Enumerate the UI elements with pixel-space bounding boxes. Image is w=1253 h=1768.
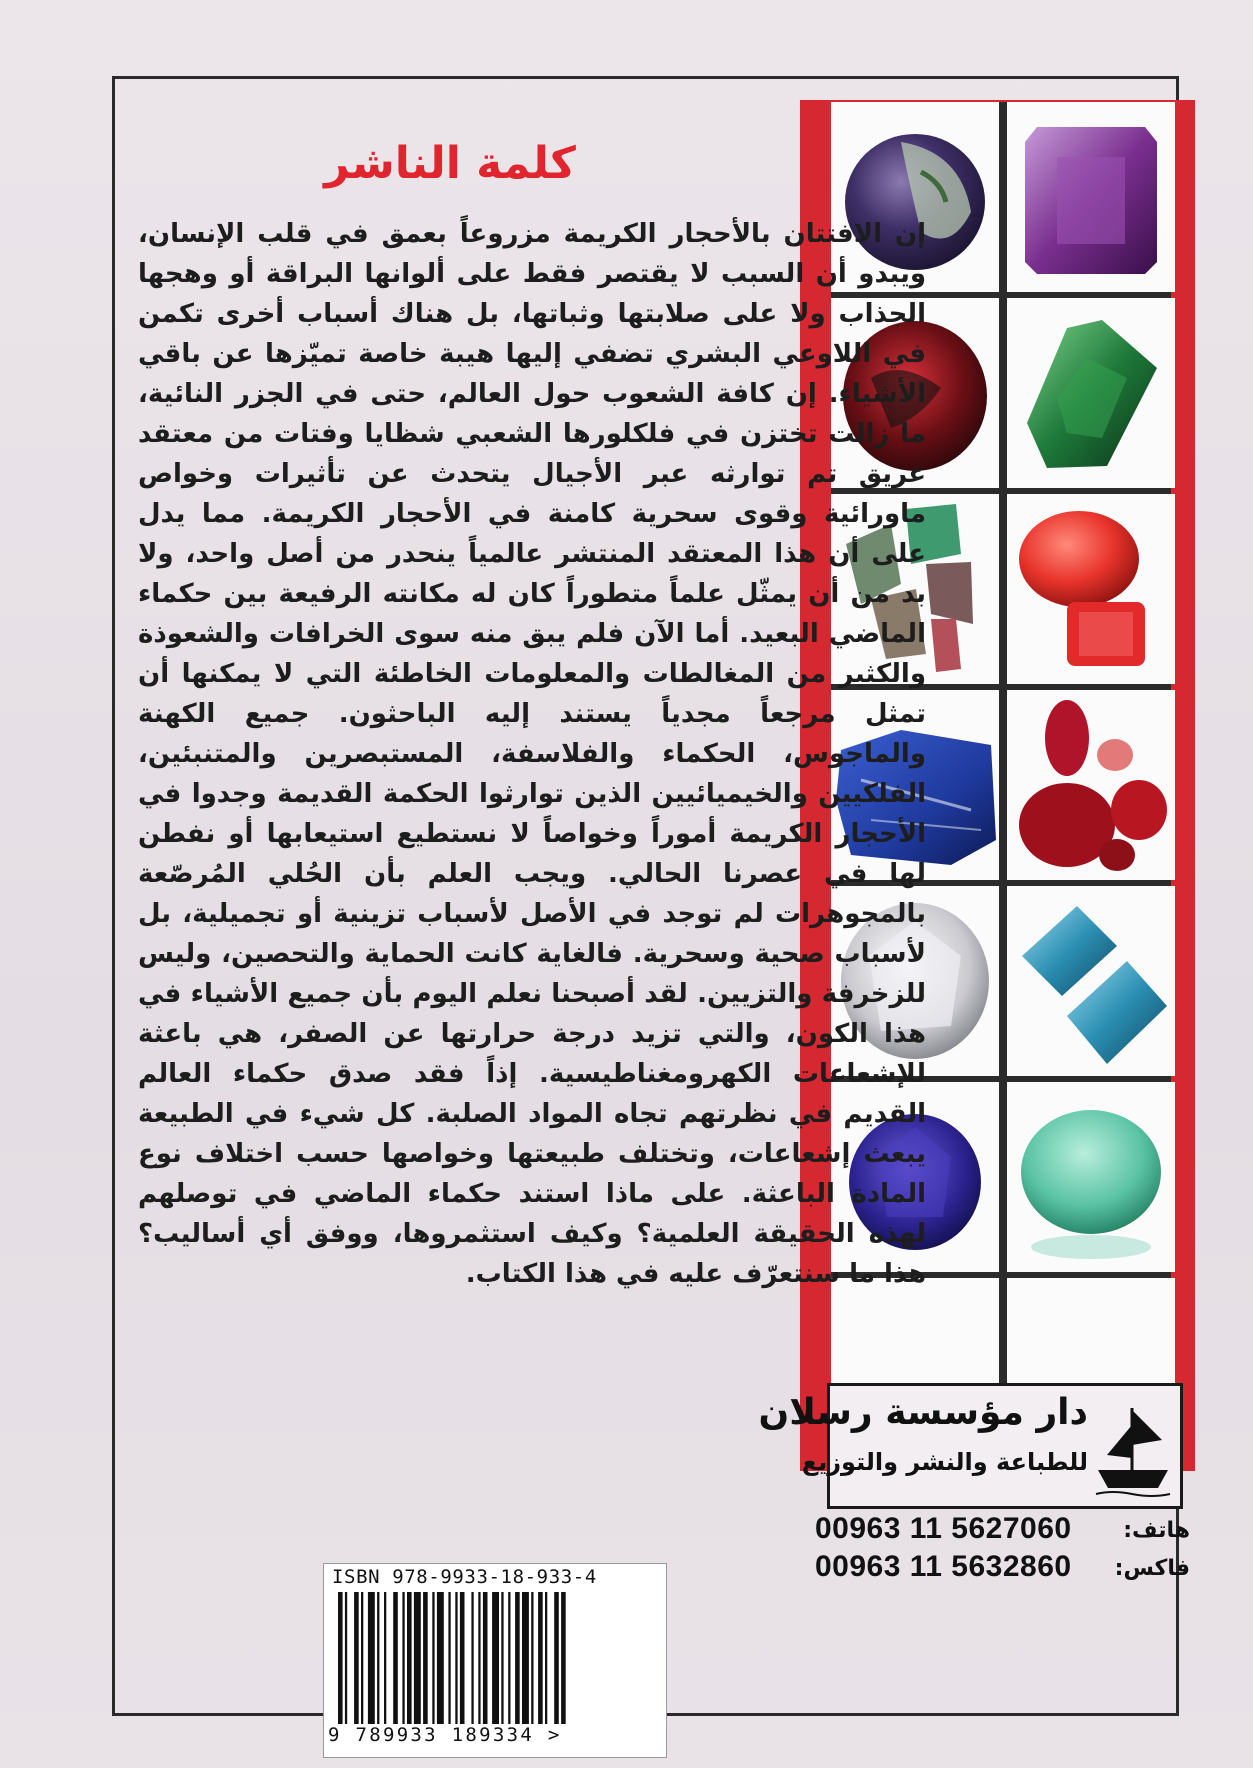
barcode-bar (354, 1592, 359, 1724)
barcode-bar (483, 1592, 488, 1724)
gem-photo-carnelian (1007, 494, 1175, 684)
publisher-note-title: كلمة الناشر (324, 138, 576, 189)
barcode-bar (423, 1592, 428, 1724)
barcode-bar (460, 1592, 465, 1724)
barcode-bar (522, 1592, 529, 1724)
barcode-bar (561, 1592, 566, 1724)
gem-photo-red-agate (1007, 690, 1175, 880)
gem-photo-emerald (1007, 298, 1175, 488)
barcode-bar (414, 1592, 421, 1724)
barcode-bar (471, 1592, 473, 1724)
barcode-bar (393, 1592, 398, 1724)
barcode-bar (531, 1592, 533, 1724)
barcode-bar (407, 1592, 412, 1724)
phone-number: 00963 11 5627060 (815, 1512, 1072, 1545)
isbn-label: ISBN 978-9933-18-933-4 (332, 1566, 597, 1588)
body-paragraph: إن الافتتان بالأحجار الكريمة مزروعاً بعمق في قلب الإنسان، ويبدو أن السبب لا يقتصر فقط على ألوانها البراقة أو وهجها الجذاب ولا على صلابتها وثباتها، بل هناك أسباب أخرى تكمن في اللاوعي البشري تضفي إليها هيبة خاصة تميّزها عن باقي الأشياء. إن كافة الشعوب حول العالم، حتى في الجزر النائية، ما زالت تختزن في فلكلورها الشعبي شظايا وفتات من معتقد عريق تم توارثه عبر الأجيال يتحدث عن تأثيرات وخواص ماورائية وقوى سحرية كامنة في الأحجار الكريمة. مما يدل على أن هذا المعتقد المنتشر عالمياً ينحدر من أصل واحد، ولا بد من أن يمثّل علماً متطوراً كان له مكانته الرفيعة بين حكماء الماضي البعيد. أما الآن فلم يبق منه سوى الخرافات والشعوذة والكثير من المغالطات والمعلومات الخاطئة التي لا يمكنها أن تمثل مرجعاً مجدياً يستند إليه الباحثون. جميع الكهنة والماجوس، الحكماء والفلاسفة، المستبصرين والمتنبئين، الفلكيين والخيميائيين الذين توارثوا الحكمة القديمة وجدوا في الأحجار الكريمة أموراً وخواصاً لا نستطيع استيعابها أو نفطن لها في عصرنا الحالي. ويجب العلم بأن الحُلي المُرصّعة بالمجوهرات لم توجد في الأصل لأسباب تزينية أو تجميلية، بل لأسباب صحية وسحرية. فالغاية كانت الحماية والتحصين، وليس للزخرفة والتزيين. لقد أصبحنا نعلم اليوم بأن جميع الأشياء في هذا الكون، والتي تزيد درجة حرارتها عن الصفر، هي باعثة للإشعاعات الكهرومغناطيسية. إذاً فقد صدق حكماء العالم القديم في نظرتهم تجاه المواد الصلبة. كل شيء في الطبيعة يبعث إشعاعات، وتختلف طبيعتها وخواصها حسب اختلاف نوع المادة الباعثة. على ماذا استند حكماء الماضي في توصلهم لهذه الحقيقة العلمية؟ وكيف استثمروها، ووفق أي أساليب؟ هذا ما سنتعرّف عليه في هذا الكتاب. (138, 219, 926, 1289)
barcode-digits: 9 789933 189334 > (328, 1724, 562, 1746)
publisher-box (758, 1383, 1183, 1509)
barcode-bars (338, 1592, 652, 1724)
barcode-bar (437, 1592, 444, 1724)
isbn-barcode (323, 1563, 667, 1758)
gem-photo-amethyst (1007, 102, 1175, 292)
barcode-bar (478, 1592, 480, 1724)
fax-number: 00963 11 5632860 (815, 1550, 1072, 1583)
barcode-bar (345, 1592, 347, 1724)
phone-label: هاتف: (1123, 1518, 1190, 1543)
barcode-bar (538, 1592, 543, 1724)
barcode-bar (448, 1592, 450, 1724)
ship-icon (1092, 1400, 1174, 1500)
barcode-bar (515, 1592, 520, 1724)
barcode-bar (432, 1592, 434, 1724)
gem-photo-chrysoprase (1007, 1082, 1175, 1272)
barcode-bar (377, 1592, 379, 1724)
barcode-bar (545, 1592, 547, 1724)
publisher-subtitle: للطباعة والنشر والتوزيع (801, 1448, 1088, 1476)
phone-row (815, 1512, 1190, 1550)
barcode-bar (402, 1592, 404, 1724)
barcode-bar (492, 1592, 499, 1724)
barcode-bar (501, 1592, 503, 1724)
barcode-bar (384, 1592, 386, 1724)
barcode-bar (508, 1592, 510, 1724)
barcode-bar (554, 1592, 559, 1724)
fax-row (815, 1550, 1190, 1588)
barcode-bar (368, 1592, 375, 1724)
contact-info (815, 1512, 1190, 1588)
publisher-name: دار مؤسسة رسلان (758, 1392, 1088, 1433)
barcode-bar (361, 1592, 363, 1724)
fax-label: فاكس: (1114, 1556, 1190, 1581)
publisher-note-body (138, 214, 926, 1294)
barcode-bar (455, 1592, 457, 1724)
gem-photo-blue-topaz (1007, 886, 1175, 1076)
barcode-bar (338, 1592, 343, 1724)
